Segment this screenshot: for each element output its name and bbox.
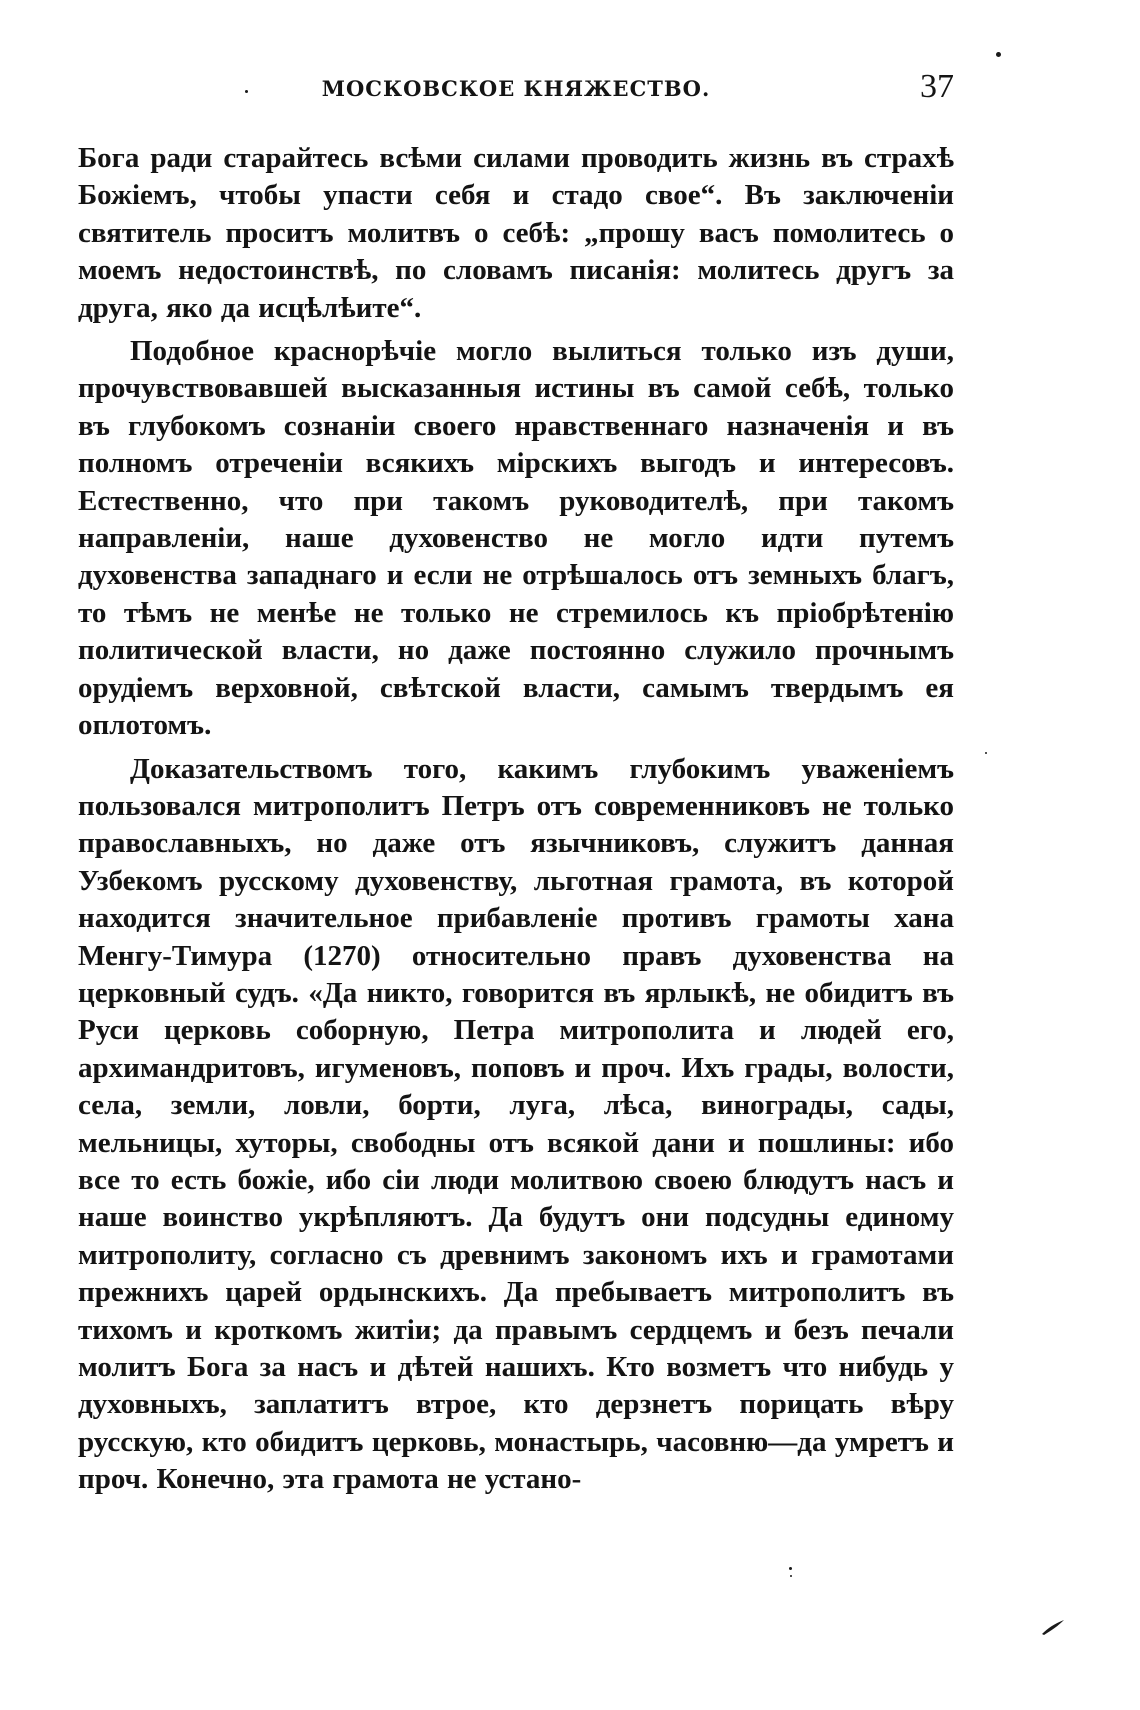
scan-speck <box>985 752 987 754</box>
ink-mark-icon <box>1040 1618 1066 1636</box>
paragraph-1: Бога ради старайтесь всѣми силами проводить жизнь въ страхѣ Божіемъ, чтобы упасти себя и стадо свое“. Въ заключеніи святитель проситъ молитвъ о себѣ: „прошу васъ помолитесь о моемъ недостоинствѣ, по словамъ писанія: молитесь другъ за друга, яко да исцѣлѣите“. <box>78 142 954 324</box>
paragraph-2: Подобное краснорѣчіе могло вылиться только изъ души, прочувствовавшей высказанныя истины въ самой себѣ, только въ глубокомъ сознаніи своего нравственнаго назначенія и въ полномъ отреченіи всякихъ мірскихъ выгодъ и интересовъ. Естественно, что при такомъ руководителѣ, при такомъ направленіи, наше духовенство не могло идти путемъ духовенства западнаго и если не отрѣшалось отъ земныхъ благъ, то тѣмъ не менѣе не только не стремилось къ пріобрѣтенію политической власти, но даже постоянно служило прочнымъ орудіемъ верховной, свѣтской власти, самымъ твердымъ ея оплотомъ. <box>78 335 954 742</box>
scan-speck <box>790 1575 792 1577</box>
scan-speck <box>789 1567 792 1570</box>
paragraph-3: Доказательствомъ того, какимъ глубокимъ уваженіемъ пользовался митрополитъ Петръ отъ современниковъ не только православныхъ, но даже отъ язычниковъ, служитъ данная Узбекомъ русскому духовенству, льготная грамота, въ которой находится значительное прибавленіе противъ грамоты хана Менгу-Тимура (1270) относительно правъ духовенства на церковный судъ. «Да никто, говорится въ ярлыкѣ, не обидитъ въ Руси церковь соборную, Петра митрополита и людей его, архимандритовъ, игуменовъ, поповъ и проч. Ихъ грады, волости, села, земли, ловли, борти, луга, лѣса, винограды, сады, мельницы, хуторы, свободны отъ всякой дани и пошлины: ибо все то есть божіе, ибо сіи люди молитвою своею блюдутъ насъ и наше воинство укрѣпляютъ. Да будутъ они подсудны единому митрополиту, согласно съ древнимъ закономъ ихъ и грамотами прежнихъ царей ордынскихъ. Да пребываетъ митрополитъ въ тихомъ и кроткомъ житіи; да правымъ сердцемъ и безъ печали молитъ Бога за насъ и дѣтей нашихъ. Кто возметъ что нибудь у духовныхъ, заплатитъ втрое, кто дерзнетъ порицать вѣру русскую, кто обидитъ церковь, монастырь, часовню—да умретъ и проч. Конечно, эта грамота не устано- <box>78 752 954 1496</box>
page-number: 37 <box>920 68 954 105</box>
running-head: МОСКОВСКОЕ КНЯЖЕСТВО. <box>321 76 711 101</box>
page-header <box>78 68 954 108</box>
scan-speck <box>996 52 1001 57</box>
scan-speck <box>245 90 248 93</box>
body-text <box>78 140 954 1499</box>
